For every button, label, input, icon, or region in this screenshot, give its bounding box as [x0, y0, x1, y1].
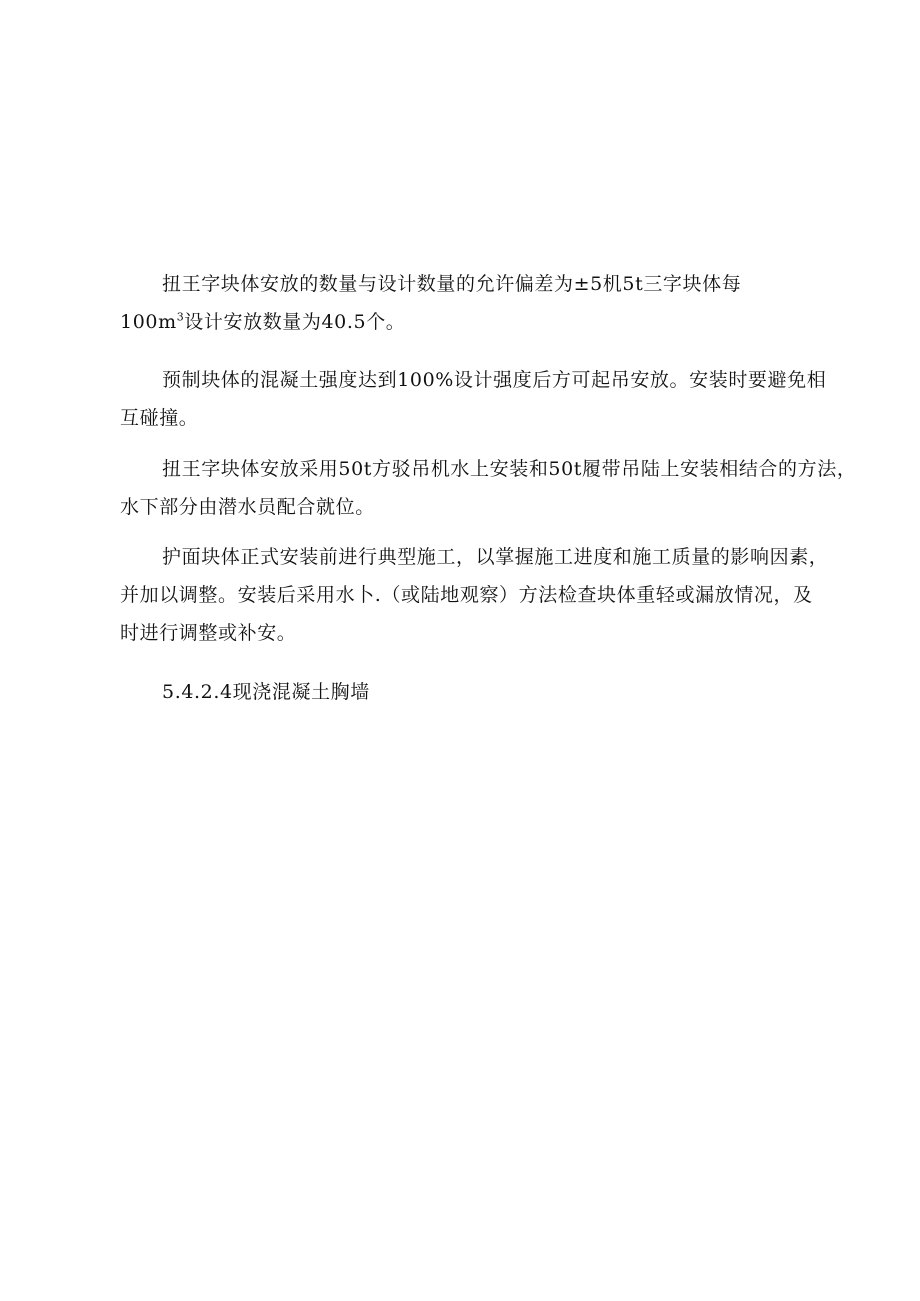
- paragraph-line: 扭王字块体安放采用50t方驳吊机水上安装和50t履带吊陆上安装相结合的方法，: [162, 458, 857, 480]
- volume-unit-text: 100m: [120, 311, 177, 333]
- paragraph-typical-construction: [120, 538, 840, 652]
- paragraph-line: [120, 303, 840, 341]
- paragraph-line: 并加以调整。安装后采用水卜.（或陆地观察）方法检查块体重轻或漏放情况，及: [120, 584, 813, 606]
- superscript-exponent: 3: [176, 310, 185, 324]
- paragraph-line-continuation: 设计安放数量为40.5个。: [184, 311, 406, 333]
- section-heading-text: 5.4.2.4现浇混凝土胸墙: [162, 681, 370, 703]
- paragraph-line: 扭王字块体安放的数量与设计数量的允许偏差为±5机5t三字块体每: [162, 273, 742, 295]
- paragraph-line: 时进行调整或补安。: [120, 622, 297, 644]
- paragraph-line: 互碰撞。: [120, 407, 199, 429]
- paragraph-line: 护面块体正式安装前进行典型施工，以掌握施工进度和施工质量的影响因素，: [162, 546, 829, 568]
- paragraph-line: 水下部分由潜水员配合就位。: [120, 496, 375, 518]
- paragraph-block-placement-tolerance: [120, 265, 840, 341]
- section-heading: [120, 673, 840, 711]
- paragraph-line: 预制块体的混凝土强度达到100%设计强度后方可起吊安放。安装时要避免相: [162, 369, 827, 391]
- paragraph-installation-method: [120, 450, 857, 526]
- paragraph-concrete-strength: [120, 361, 840, 437]
